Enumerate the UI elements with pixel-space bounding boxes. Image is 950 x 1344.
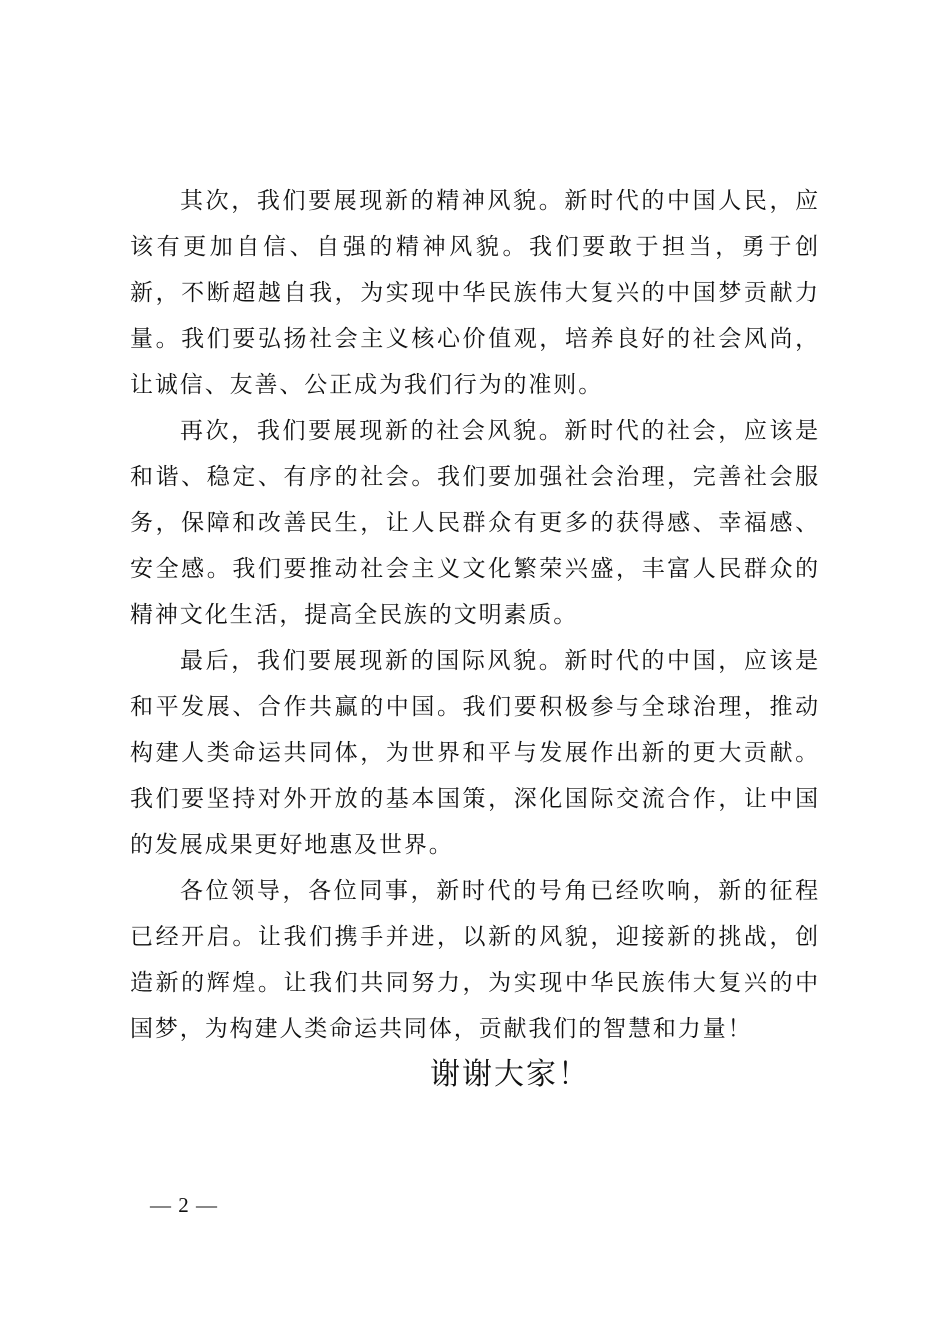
speech-body: [130, 178, 820, 1052]
paragraph-international-outlook: 最后，我们要展现新的国际风貌。新时代的中国，应该是和平发展、合作共赢的中国。我们要积极参与全球治理，推动构建人类命运共同体，为世界和平与发展作出新的更大贡献。我们要坚持对外开放的基本国策，深化国际交流合作，让中国的发展成果更好地惠及世界。: [130, 648, 820, 858]
paragraph-social-outlook: 再次，我们要展现新的社会风貌。新时代的社会，应该是和谐、稳定、有序的社会。我们要加强社会治理，完善社会服务，保障和改善民生，让人民群众有更多的获得感、幸福感、安全感。我们要推动社会主义文化繁荣兴盛，丰富人民群众的精神文化生活，提高全民族的文明素质。: [130, 418, 820, 628]
closing-thanks: 谢谢大家！: [430, 1057, 590, 1092]
page-number: — 2 —: [150, 1193, 218, 1217]
paragraph-conclusion: 各位领导，各位同事，新时代的号角已经吹响，新的征程已经开启。让我们携手并进，以新的风貌，迎接新的挑战，创造新的辉煌。让我们共同努力，为实现中华民族伟大复兴的中国梦，为构建人类命运共同体，贡献我们的智慧和力量！: [130, 878, 820, 1042]
paragraph-spiritual-outlook: 其次，我们要展现新的精神风貌。新时代的中国人民，应该有更加自信、自强的精神风貌。我们要敢于担当，勇于创新，不断超越自我，为实现中华民族伟大复兴的中国梦贡献力量。我们要弘扬社会主义核心价值观，培养良好的社会风尚，让诚信、友善、公正成为我们行为的准则。: [130, 188, 820, 398]
